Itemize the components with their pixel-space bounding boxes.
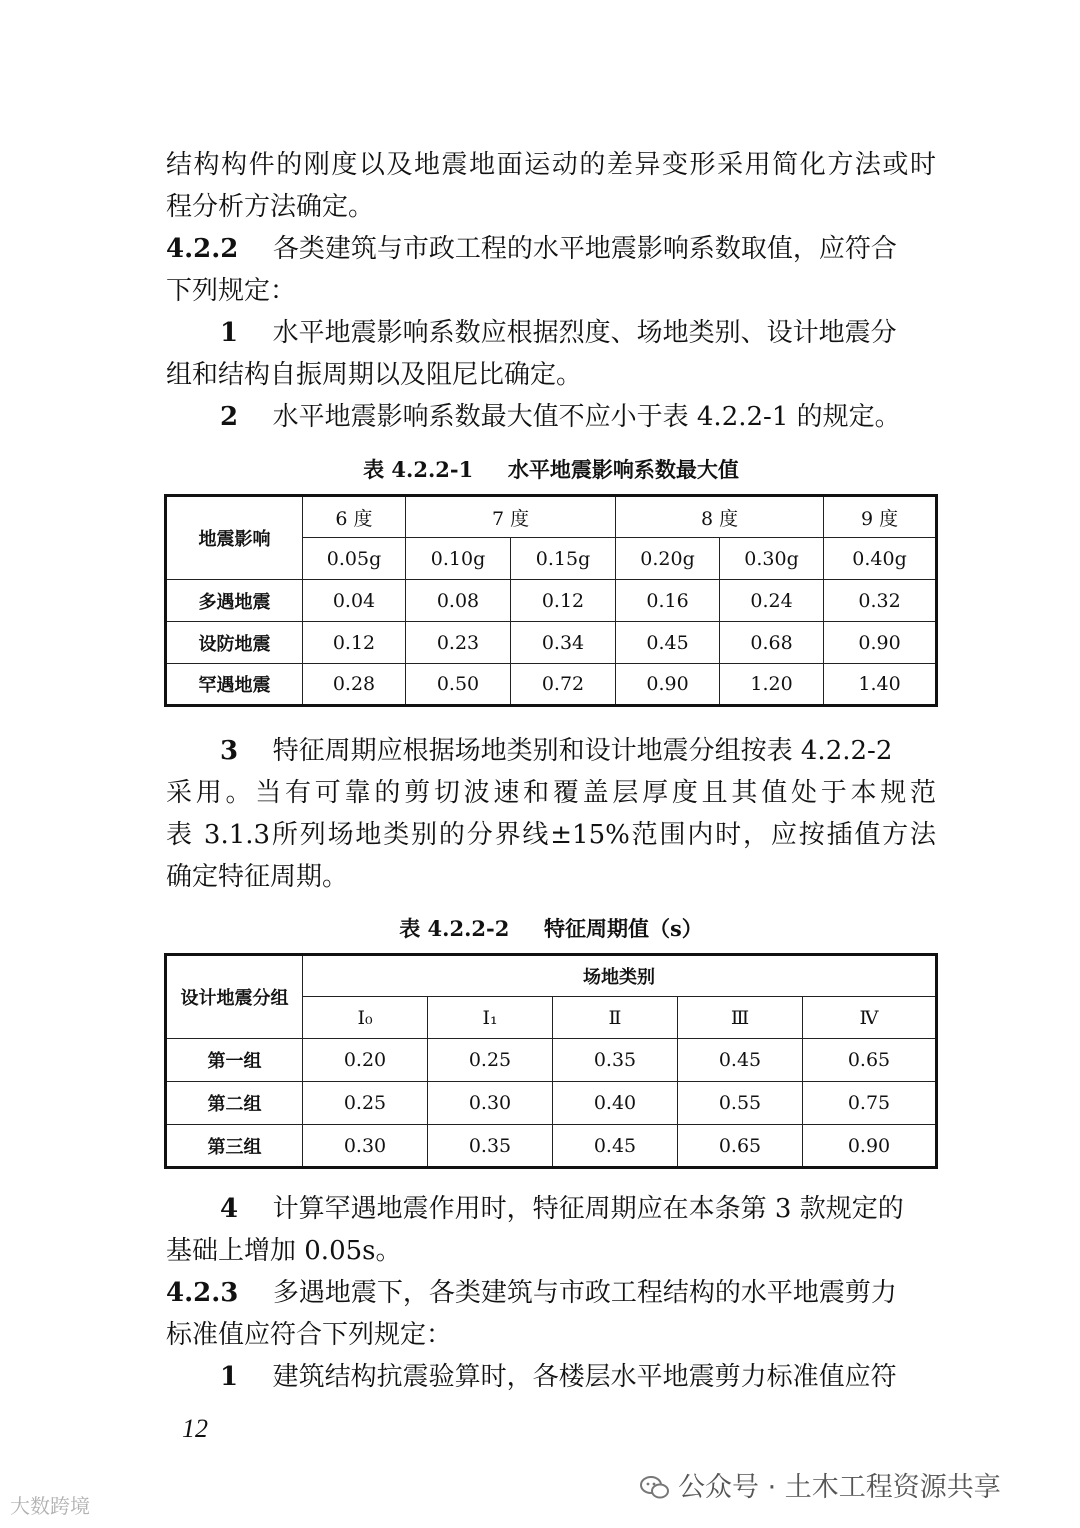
acceleration-header: 0.05g	[303, 538, 406, 580]
intensity-header: 9 度	[824, 496, 937, 538]
table-cell: 0.30	[428, 1082, 553, 1125]
wechat-icon	[640, 1475, 670, 1501]
acceleration-header: 0.30g	[720, 538, 824, 580]
table-cell: 0.65	[678, 1125, 803, 1168]
site-class-header: Ⅲ	[678, 997, 803, 1039]
row-label: 罕遇地震	[166, 664, 303, 706]
table-1-caption	[166, 455, 936, 485]
table-cell: 0.45	[553, 1125, 678, 1168]
caption-number: 表 4.2.2-2	[399, 916, 510, 941]
table-cell: 0.23	[406, 622, 511, 664]
table-cell: 0.45	[616, 622, 720, 664]
item-text: 建筑结构抗震验算时，各楼层水平地震剪力标准值应符	[272, 1362, 897, 1392]
list-item-2	[220, 397, 936, 437]
paragraph-line: 组和结构自振周期以及阻尼比确定。	[166, 360, 583, 390]
site-class-group-header: 场地类别	[303, 955, 937, 997]
list-item-4	[220, 1189, 936, 1229]
table-cell: 0.32	[824, 580, 937, 622]
table-cell: 1.40	[824, 664, 937, 706]
acceleration-header: 0.10g	[406, 538, 511, 580]
section-number: 4.2.2	[166, 234, 239, 264]
table-row	[166, 1125, 937, 1168]
table-cell: 0.75	[803, 1082, 937, 1125]
table-cell: 0.34	[511, 622, 616, 664]
item-number: 4	[220, 1194, 239, 1224]
caption-title: 水平地震影响系数最大值	[507, 457, 739, 482]
row-label: 第三组	[166, 1125, 303, 1168]
paragraph-line: 标准值应符合下列规定：	[166, 1320, 453, 1350]
table-cell: 0.04	[303, 580, 406, 622]
intensity-header: 7 度	[406, 496, 616, 538]
table-cell: 0.55	[678, 1082, 803, 1125]
table-row	[166, 1082, 937, 1125]
table-cell: 0.12	[303, 622, 406, 664]
paragraph-line: 结构构件的刚度以及地震地面运动的差异变形采用简化方法或时	[166, 150, 936, 180]
table-row	[166, 1039, 937, 1082]
site-class-header: I₀	[303, 997, 428, 1039]
list-item-3	[220, 731, 936, 771]
item-text: 水平地震影响系数应根据烈度、场地类别、设计地震分	[272, 318, 897, 348]
table-row	[166, 580, 937, 622]
table-cell: 0.16	[616, 580, 720, 622]
table-cell: 0.35	[553, 1039, 678, 1082]
paragraph-line: 表 3.1.3所列场地类别的分界线±15%范围内时，应按插值方法	[166, 820, 936, 850]
table-cell: 0.08	[406, 580, 511, 622]
wechat-watermark	[640, 1465, 1001, 1504]
table-cell: 1.20	[720, 664, 824, 706]
table-row	[166, 622, 937, 664]
intensity-header: 8 度	[616, 496, 824, 538]
paragraph-line: 程分析方法确定。	[166, 192, 375, 222]
table-cell: 0.68	[720, 622, 824, 664]
seismic-coefficient-table	[164, 494, 938, 707]
table-cell: 0.40	[553, 1082, 678, 1125]
row-label: 第二组	[166, 1082, 303, 1125]
table-cell: 0.28	[303, 664, 406, 706]
characteristic-period-table	[164, 953, 938, 1169]
list-item-1	[220, 313, 936, 353]
paragraph-line: 确定特征周期。	[166, 862, 349, 892]
table-cell: 0.35	[428, 1125, 553, 1168]
section-text: 多遇地震下，各类建筑与市政工程结构的水平地震剪力	[272, 1278, 897, 1308]
row-label: 设防地震	[166, 622, 303, 664]
section-4-2-2-heading	[166, 229, 936, 269]
table-cell: 0.25	[303, 1082, 428, 1125]
item-number: 3	[220, 736, 239, 766]
corner-watermark	[10, 1490, 90, 1519]
acceleration-header: 0.15g	[511, 538, 616, 580]
row-header-cell: 设计地震分组	[166, 955, 303, 1039]
site-class-header: Ⅱ	[553, 997, 678, 1039]
item-text: 水平地震影响系数最大值不应小于表 4.2.2-1 的规定。	[272, 402, 901, 432]
site-class-header: I₁	[428, 997, 553, 1039]
table-row	[166, 664, 937, 706]
row-label: 第一组	[166, 1039, 303, 1082]
paragraph-line: 采用。当有可靠的剪切波速和覆盖层厚度且其值处于本规范	[166, 778, 936, 808]
table-cell: 0.45	[678, 1039, 803, 1082]
row-header-cell: 地震影响	[166, 496, 303, 580]
paragraph-line: 基础上增加 0.05s。	[166, 1236, 402, 1266]
item-number: 1	[220, 318, 239, 348]
table-cell: 0.24	[720, 580, 824, 622]
section-4-2-3-heading	[166, 1273, 936, 1313]
site-class-header: Ⅳ	[803, 997, 937, 1039]
corner-watermark-text: 大数跨境	[10, 1494, 90, 1518]
table-2-caption	[166, 914, 936, 944]
table-cell: 0.65	[803, 1039, 937, 1082]
table-cell: 0.90	[824, 622, 937, 664]
acceleration-header: 0.20g	[616, 538, 720, 580]
list-item-j1	[220, 1357, 936, 1397]
item-text: 特征周期应根据场地类别和设计地震分组按表 4.2.2-2	[272, 736, 893, 766]
item-text: 计算罕遇地震作用时，特征周期应在本条第 3 款规定的	[272, 1194, 904, 1224]
table-cell: 0.20	[303, 1039, 428, 1082]
table-cell: 0.12	[511, 580, 616, 622]
table-cell: 0.72	[511, 664, 616, 706]
item-number: 2	[220, 402, 239, 432]
section-text: 各类建筑与市政工程的水平地震影响系数取值，应符合	[272, 234, 897, 264]
table-cell: 0.90	[616, 664, 720, 706]
caption-title: 特征周期值（s）	[543, 916, 703, 941]
table-cell: 0.30	[303, 1125, 428, 1168]
row-label: 多遇地震	[166, 580, 303, 622]
caption-number: 表 4.2.2-1	[363, 457, 474, 482]
intensity-header: 6 度	[303, 496, 406, 538]
item-number: 1	[220, 1362, 239, 1392]
table-cell: 0.25	[428, 1039, 553, 1082]
watermark-text: 公众号 · 土木工程资源共享	[678, 1472, 1001, 1503]
paragraph-line: 下列规定：	[166, 276, 297, 306]
table-cell: 0.50	[406, 664, 511, 706]
acceleration-header: 0.40g	[824, 538, 937, 580]
section-number: 4.2.3	[166, 1278, 239, 1308]
page-number: 12	[182, 1414, 208, 1443]
table-cell: 0.90	[803, 1125, 937, 1168]
